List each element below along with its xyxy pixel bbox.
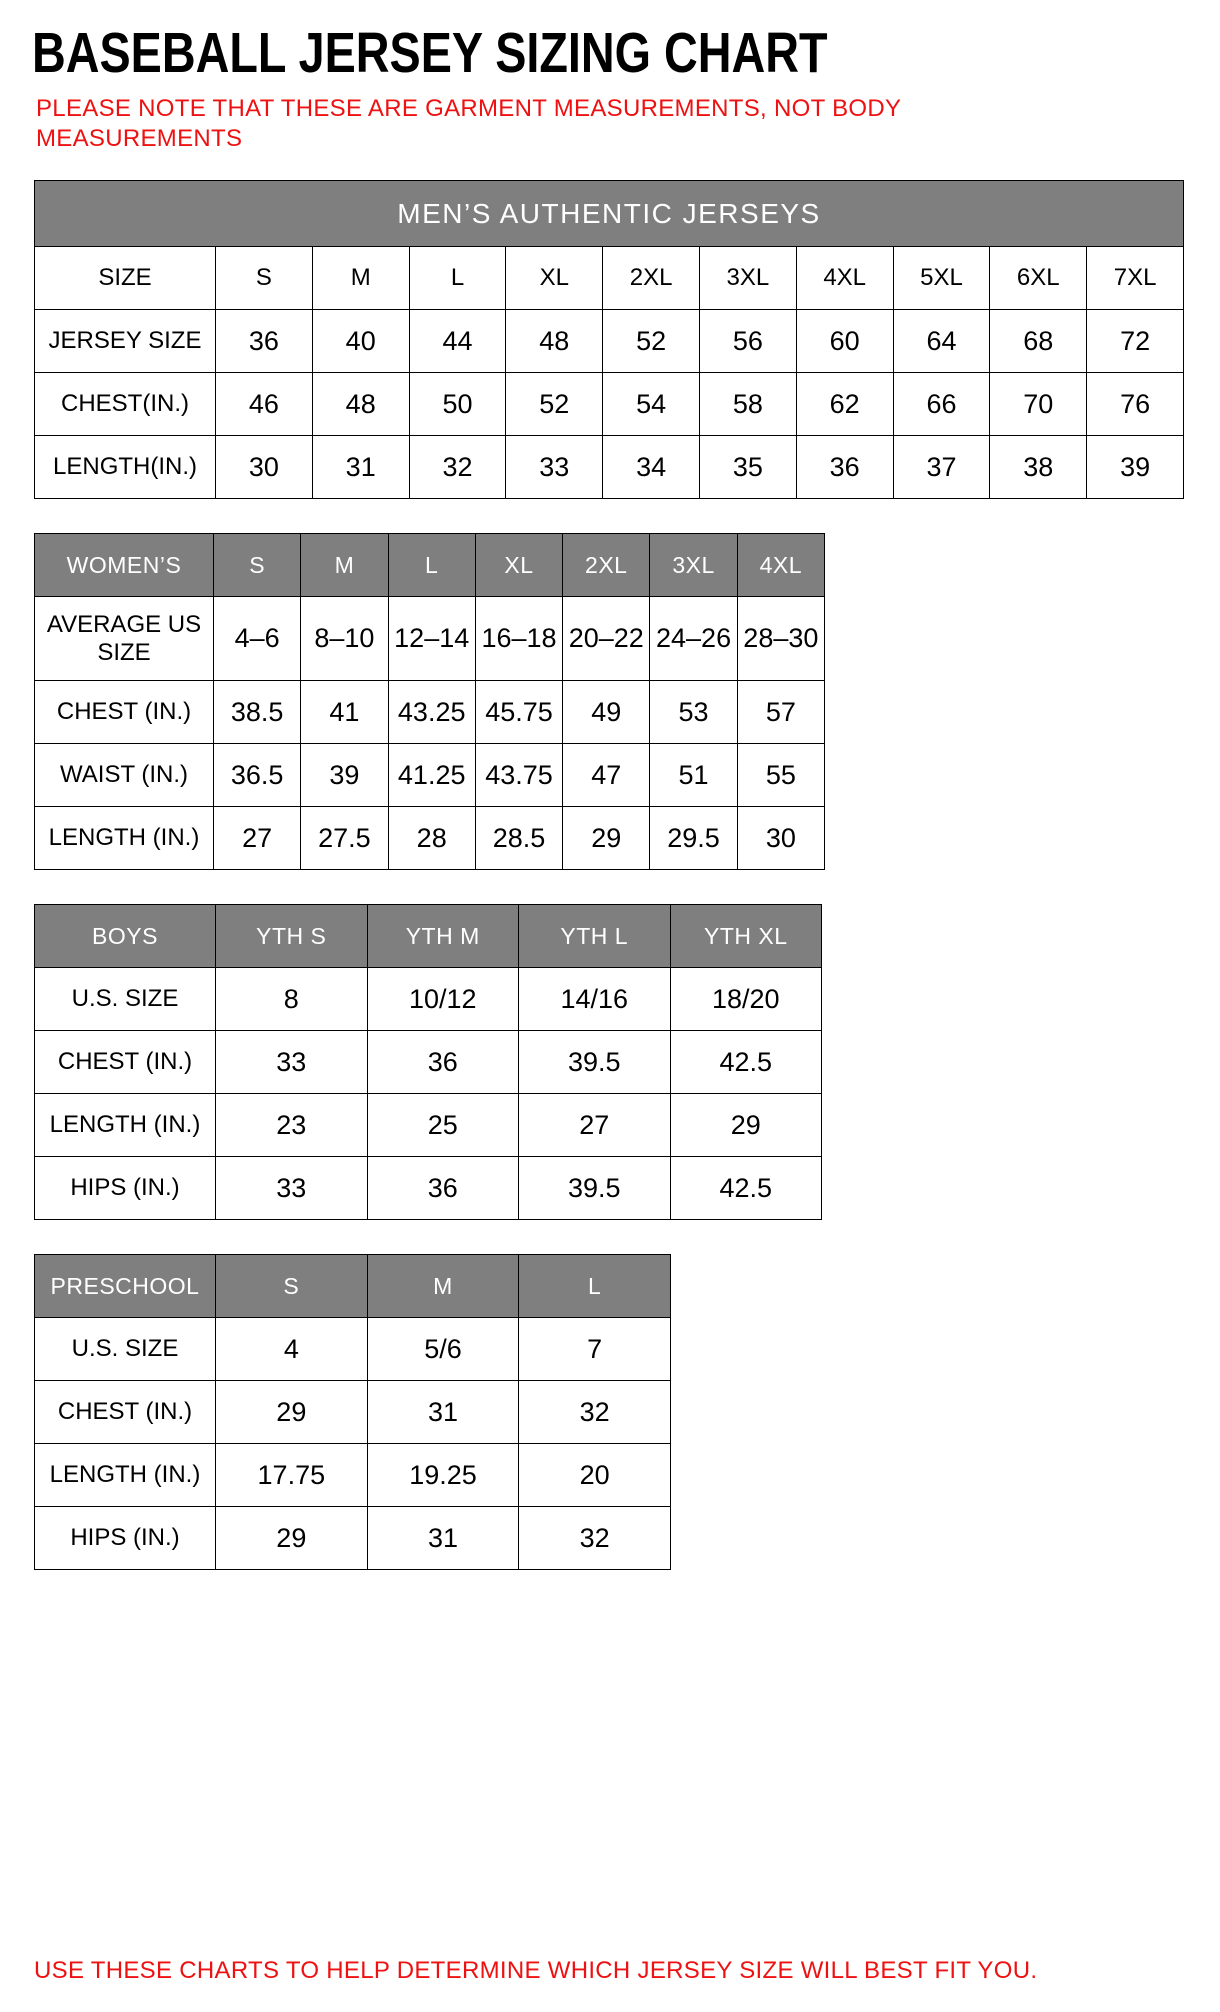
boys-value-cell: 33 xyxy=(216,1157,368,1220)
womens-row xyxy=(35,807,825,870)
womens-value-cell: 30 xyxy=(737,807,824,870)
womens-row xyxy=(35,597,825,681)
preschool-row xyxy=(35,1444,671,1507)
mens-value-cell: 44 xyxy=(409,310,506,373)
preschool-row-label: HIPS (IN.) xyxy=(35,1507,216,1570)
boys-value-cell: 42.5 xyxy=(670,1157,822,1220)
boys-row xyxy=(35,968,822,1031)
preschool-header-label: PRESCHOOL xyxy=(35,1255,216,1318)
mens-row-label: CHEST(IN.) xyxy=(35,373,216,436)
tables-container xyxy=(32,180,1190,1570)
preschool-value-cell: 17.75 xyxy=(216,1444,368,1507)
mens-col-header: XL xyxy=(506,247,603,310)
preschool-value-cell: 31 xyxy=(367,1381,519,1444)
womens-value-cell: 27 xyxy=(214,807,301,870)
preschool-value-cell: 29 xyxy=(216,1381,368,1444)
boys-row xyxy=(35,1031,822,1094)
boys-row-label: LENGTH (IN.) xyxy=(35,1094,216,1157)
womens-value-cell: 24–26 xyxy=(650,597,737,681)
womens-row-label: LENGTH (IN.) xyxy=(35,807,214,870)
boys-col-header: YTH L xyxy=(519,905,671,968)
womens-col-header: 3XL xyxy=(650,534,737,597)
womens-value-cell: 28.5 xyxy=(475,807,562,870)
womens-col-header: XL xyxy=(475,534,562,597)
boys-col-header: YTH S xyxy=(216,905,368,968)
boys-sizing-table xyxy=(34,904,822,1220)
mens-value-cell: 33 xyxy=(506,436,603,499)
preschool-row xyxy=(35,1318,671,1381)
preschool-value-cell: 20 xyxy=(519,1444,671,1507)
mens-col-header: M xyxy=(312,247,409,310)
womens-value-cell: 36.5 xyxy=(214,744,301,807)
mens-col-header: L xyxy=(409,247,506,310)
mens-value-cell: 58 xyxy=(699,373,796,436)
mens-value-cell: 30 xyxy=(216,436,313,499)
womens-value-cell: 38.5 xyxy=(214,681,301,744)
mens-value-cell: 72 xyxy=(1087,310,1184,373)
womens-value-cell: 4–6 xyxy=(214,597,301,681)
boys-value-cell: 42.5 xyxy=(670,1031,822,1094)
womens-value-cell: 55 xyxy=(737,744,824,807)
preschool-col-header: L xyxy=(519,1255,671,1318)
mens-value-cell: 52 xyxy=(506,373,603,436)
mens-row xyxy=(35,436,1184,499)
preschool-row xyxy=(35,1507,671,1570)
preschool-value-cell: 31 xyxy=(367,1507,519,1570)
womens-value-cell: 29.5 xyxy=(650,807,737,870)
preschool-row-label: CHEST (IN.) xyxy=(35,1381,216,1444)
womens-col-header: M xyxy=(301,534,388,597)
mens-value-cell: 76 xyxy=(1087,373,1184,436)
garment-measurement-note: PLEASE NOTE THAT THESE ARE GARMENT MEASUREMENTS, NOT BODY MEASUREMENTS xyxy=(36,95,901,152)
womens-row-label: AVERAGE US SIZE xyxy=(35,597,214,681)
womens-col-header: S xyxy=(214,534,301,597)
mens-value-cell: 37 xyxy=(893,436,990,499)
preschool-value-cell: 32 xyxy=(519,1507,671,1570)
mens-col-header: S xyxy=(216,247,313,310)
mens-col-header: 5XL xyxy=(893,247,990,310)
mens-value-cell: 40 xyxy=(312,310,409,373)
mens-col-header: 3XL xyxy=(699,247,796,310)
womens-header-label: WOMEN’S xyxy=(35,534,214,597)
womens-value-cell: 27.5 xyxy=(301,807,388,870)
boys-header-label: BOYS xyxy=(35,905,216,968)
womens-value-cell: 41 xyxy=(301,681,388,744)
womens-value-cell: 28–30 xyxy=(737,597,824,681)
womens-value-cell: 43.25 xyxy=(388,681,475,744)
preschool-value-cell: 5/6 xyxy=(367,1318,519,1381)
mens-col-header: 7XL xyxy=(1087,247,1184,310)
womens-value-cell: 29 xyxy=(563,807,650,870)
womens-value-cell: 41.25 xyxy=(388,744,475,807)
boys-row xyxy=(35,1094,822,1157)
womens-value-cell: 51 xyxy=(650,744,737,807)
womens-col-header: L xyxy=(388,534,475,597)
womens-value-cell: 8–10 xyxy=(301,597,388,681)
preschool-value-cell: 4 xyxy=(216,1318,368,1381)
womens-col-header: 4XL xyxy=(737,534,824,597)
mens-value-cell: 68 xyxy=(990,310,1087,373)
boys-value-cell: 36 xyxy=(367,1031,519,1094)
preschool-value-cell: 7 xyxy=(519,1318,671,1381)
womens-sizing-table xyxy=(34,533,825,870)
mens-value-cell: 62 xyxy=(796,373,893,436)
boys-row xyxy=(35,1157,822,1220)
womens-value-cell: 49 xyxy=(563,681,650,744)
boys-col-header: YTH XL xyxy=(670,905,822,968)
womens-value-cell: 43.75 xyxy=(475,744,562,807)
boys-value-cell: 27 xyxy=(519,1094,671,1157)
preschool-value-cell: 32 xyxy=(519,1381,671,1444)
boys-value-cell: 10/12 xyxy=(367,968,519,1031)
preschool-value-cell: 29 xyxy=(216,1507,368,1570)
womens-value-cell: 57 xyxy=(737,681,824,744)
boys-row-label: CHEST (IN.) xyxy=(35,1031,216,1094)
mens-row-label: JERSEY SIZE xyxy=(35,310,216,373)
mens-value-cell: 36 xyxy=(216,310,313,373)
mens-value-cell: 35 xyxy=(699,436,796,499)
preschool-col-header: M xyxy=(367,1255,519,1318)
boys-value-cell: 36 xyxy=(367,1157,519,1220)
mens-col-header: 2XL xyxy=(603,247,700,310)
mens-value-cell: 48 xyxy=(506,310,603,373)
womens-col-header: 2XL xyxy=(563,534,650,597)
preschool-row-label: U.S. SIZE xyxy=(35,1318,216,1381)
womens-row xyxy=(35,744,825,807)
mens-value-cell: 39 xyxy=(1087,436,1184,499)
boys-value-cell: 18/20 xyxy=(670,968,822,1031)
boys-value-cell: 23 xyxy=(216,1094,368,1157)
mens-value-cell: 48 xyxy=(312,373,409,436)
mens-row xyxy=(35,373,1184,436)
mens-value-cell: 66 xyxy=(893,373,990,436)
mens-value-cell: 50 xyxy=(409,373,506,436)
womens-value-cell: 20–22 xyxy=(563,597,650,681)
womens-value-cell: 53 xyxy=(650,681,737,744)
fit-advice-note: USE THESE CHARTS TO HELP DETERMINE WHICH JERSEY SIZE WILL BEST FIT YOU. xyxy=(34,1957,1038,1984)
mens-value-cell: 38 xyxy=(990,436,1087,499)
womens-row-label: WAIST (IN.) xyxy=(35,744,214,807)
mens-value-cell: 31 xyxy=(312,436,409,499)
mens-value-cell: 56 xyxy=(699,310,796,373)
mens-header-label: SIZE xyxy=(35,247,216,310)
womens-value-cell: 39 xyxy=(301,744,388,807)
boys-value-cell: 39.5 xyxy=(519,1157,671,1220)
womens-value-cell: 16–18 xyxy=(475,597,562,681)
womens-value-cell: 28 xyxy=(388,807,475,870)
mens-sizing-table xyxy=(34,180,1184,499)
mens-col-header: 4XL xyxy=(796,247,893,310)
mens-value-cell: 34 xyxy=(603,436,700,499)
womens-value-cell: 47 xyxy=(563,744,650,807)
preschool-value-cell: 19.25 xyxy=(367,1444,519,1507)
mens-value-cell: 52 xyxy=(603,310,700,373)
preschool-row-label: LENGTH (IN.) xyxy=(35,1444,216,1507)
mens-value-cell: 46 xyxy=(216,373,313,436)
preschool-row xyxy=(35,1381,671,1444)
mens-value-cell: 70 xyxy=(990,373,1087,436)
womens-row-label: CHEST (IN.) xyxy=(35,681,214,744)
mens-value-cell: 60 xyxy=(796,310,893,373)
mens-value-cell: 32 xyxy=(409,436,506,499)
mens-table-banner: MEN’S AUTHENTIC JERSEYS xyxy=(35,181,1184,247)
boys-value-cell: 33 xyxy=(216,1031,368,1094)
boys-row-label: U.S. SIZE xyxy=(35,968,216,1031)
mens-value-cell: 64 xyxy=(893,310,990,373)
preschool-sizing-table xyxy=(34,1254,671,1570)
boys-value-cell: 25 xyxy=(367,1094,519,1157)
mens-value-cell: 54 xyxy=(603,373,700,436)
mens-col-header: 6XL xyxy=(990,247,1087,310)
boys-value-cell: 8 xyxy=(216,968,368,1031)
preschool-col-header: S xyxy=(216,1255,368,1318)
boys-value-cell: 14/16 xyxy=(519,968,671,1031)
page-title: BASEBALL JERSEY SIZING CHART xyxy=(32,21,828,85)
boys-value-cell: 29 xyxy=(670,1094,822,1157)
boys-value-cell: 39.5 xyxy=(519,1031,671,1094)
mens-row-label: LENGTH(IN.) xyxy=(35,436,216,499)
womens-row xyxy=(35,681,825,744)
mens-value-cell: 36 xyxy=(796,436,893,499)
boys-row-label: HIPS (IN.) xyxy=(35,1157,216,1220)
womens-value-cell: 45.75 xyxy=(475,681,562,744)
mens-row xyxy=(35,310,1184,373)
womens-value-cell: 12–14 xyxy=(388,597,475,681)
boys-col-header: YTH M xyxy=(367,905,519,968)
